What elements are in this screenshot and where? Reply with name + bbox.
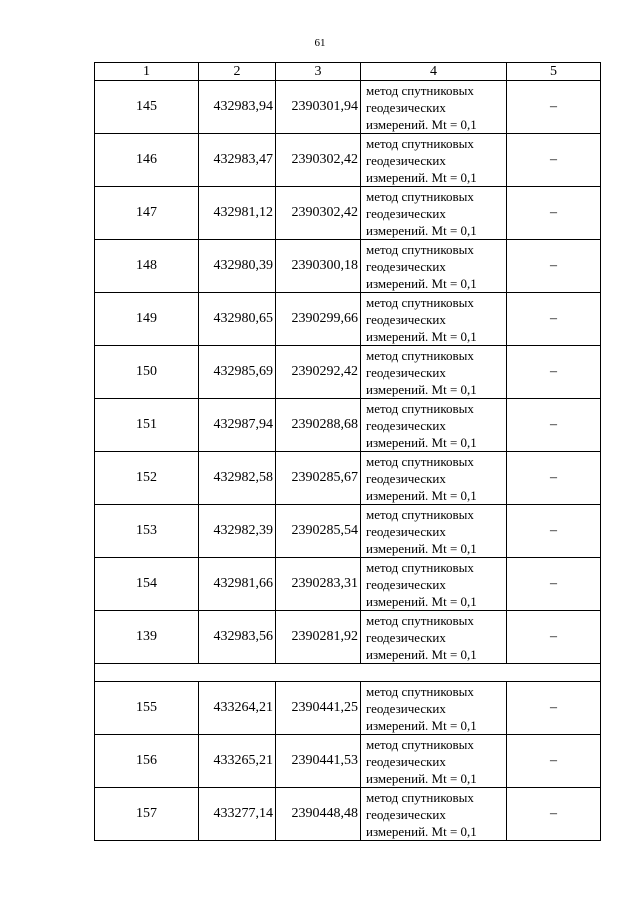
- method-line: геодезических: [366, 629, 446, 645]
- y-coordinate-cell: 2390288,68: [276, 399, 361, 452]
- method-cell: [361, 346, 507, 399]
- method-cell: [361, 682, 507, 735]
- method-line: метод спутниковых: [366, 453, 474, 469]
- table-row: [95, 735, 601, 788]
- method-cell: [361, 735, 507, 788]
- method-line: геодезических: [366, 258, 446, 274]
- method-line: метод спутниковых: [366, 241, 474, 257]
- separator-row: [95, 664, 601, 682]
- method-line: геодезических: [366, 205, 446, 221]
- x-coordinate-cell: 432983,56: [199, 611, 276, 664]
- method-line: измерений. Mt = 0,1: [366, 593, 477, 609]
- table-row: [95, 788, 601, 841]
- x-coordinate-cell: 433264,21: [199, 682, 276, 735]
- y-coordinate-cell: 2390285,67: [276, 452, 361, 505]
- method-line: метод спутниковых: [366, 506, 474, 522]
- column-header-5: 5: [507, 63, 601, 81]
- method-line: геодезических: [366, 700, 446, 716]
- x-coordinate-cell: 432982,58: [199, 452, 276, 505]
- method-line: метод спутниковых: [366, 188, 474, 204]
- col5-cell: –: [507, 735, 601, 788]
- method-line: метод спутниковых: [366, 294, 474, 310]
- column-header-3: 3: [276, 63, 361, 81]
- col5-cell: –: [507, 682, 601, 735]
- method-line: измерений. Mt = 0,1: [366, 434, 477, 450]
- point-number-cell: 157: [95, 788, 199, 841]
- column-header-2: 2: [199, 63, 276, 81]
- y-coordinate-cell: 2390302,42: [276, 187, 361, 240]
- y-coordinate-cell: 2390292,42: [276, 346, 361, 399]
- method-line: геодезических: [366, 753, 446, 769]
- x-coordinate-cell: 433277,14: [199, 788, 276, 841]
- col5-cell: –: [507, 134, 601, 187]
- table-row: [95, 240, 601, 293]
- point-number-cell: 151: [95, 399, 199, 452]
- method-cell: [361, 134, 507, 187]
- col5-cell: –: [507, 399, 601, 452]
- method-line: геодезических: [366, 364, 446, 380]
- method-cell: [361, 788, 507, 841]
- table-row: [95, 293, 601, 346]
- col5-cell: –: [507, 558, 601, 611]
- method-line: измерений. Mt = 0,1: [366, 770, 477, 786]
- method-line: геодезических: [366, 576, 446, 592]
- method-cell: [361, 558, 507, 611]
- table-row: [95, 682, 601, 735]
- point-number-cell: 139: [95, 611, 199, 664]
- method-cell: [361, 452, 507, 505]
- table-row: [95, 346, 601, 399]
- y-coordinate-cell: 2390441,25: [276, 682, 361, 735]
- x-coordinate-cell: 432985,69: [199, 346, 276, 399]
- method-cell: [361, 611, 507, 664]
- method-line: геодезических: [366, 417, 446, 433]
- method-cell: [361, 399, 507, 452]
- col5-cell: –: [507, 240, 601, 293]
- y-coordinate-cell: 2390302,42: [276, 134, 361, 187]
- method-line: геодезических: [366, 99, 446, 115]
- method-line: измерений. Mt = 0,1: [366, 328, 477, 344]
- x-coordinate-cell: 432983,94: [199, 81, 276, 134]
- page-number: 61: [314, 37, 326, 49]
- method-line: измерений. Mt = 0,1: [366, 275, 477, 291]
- point-number-cell: 145: [95, 81, 199, 134]
- coordinates-table: [94, 62, 601, 841]
- col5-cell: –: [507, 505, 601, 558]
- method-line: метод спутниковых: [366, 135, 474, 151]
- col5-cell: –: [507, 187, 601, 240]
- y-coordinate-cell: 2390281,92: [276, 611, 361, 664]
- col5-cell: –: [507, 81, 601, 134]
- method-line: метод спутниковых: [366, 736, 474, 752]
- y-coordinate-cell: 2390299,66: [276, 293, 361, 346]
- method-line: измерений. Mt = 0,1: [366, 116, 477, 132]
- method-line: измерений. Mt = 0,1: [366, 169, 477, 185]
- method-line: измерений. Mt = 0,1: [366, 540, 477, 556]
- col5-cell: –: [507, 788, 601, 841]
- method-line: измерений. Mt = 0,1: [366, 717, 477, 733]
- point-number-cell: 155: [95, 682, 199, 735]
- x-coordinate-cell: 432980,39: [199, 240, 276, 293]
- point-number-cell: 152: [95, 452, 199, 505]
- table-row: [95, 611, 601, 664]
- point-number-cell: 147: [95, 187, 199, 240]
- column-header-1: 1: [95, 63, 199, 81]
- method-line: геодезических: [366, 152, 446, 168]
- method-line: метод спутниковых: [366, 612, 474, 628]
- method-cell: [361, 240, 507, 293]
- method-line: метод спутниковых: [366, 789, 474, 805]
- x-coordinate-cell: 432981,12: [199, 187, 276, 240]
- x-coordinate-cell: 432982,39: [199, 505, 276, 558]
- method-line: измерений. Mt = 0,1: [366, 823, 477, 839]
- point-number-cell: 150: [95, 346, 199, 399]
- method-line: геодезических: [366, 470, 446, 486]
- y-coordinate-cell: 2390300,18: [276, 240, 361, 293]
- table-row: [95, 81, 601, 134]
- col5-cell: –: [507, 452, 601, 505]
- point-number-cell: 153: [95, 505, 199, 558]
- col5-cell: –: [507, 346, 601, 399]
- y-coordinate-cell: 2390448,48: [276, 788, 361, 841]
- method-cell: [361, 293, 507, 346]
- y-coordinate-cell: 2390441,53: [276, 735, 361, 788]
- method-line: метод спутниковых: [366, 400, 474, 416]
- table-row: [95, 134, 601, 187]
- point-number-cell: 148: [95, 240, 199, 293]
- y-coordinate-cell: 2390301,94: [276, 81, 361, 134]
- method-line: измерений. Mt = 0,1: [366, 646, 477, 662]
- table-row: [95, 558, 601, 611]
- point-number-cell: 154: [95, 558, 199, 611]
- point-number-cell: 149: [95, 293, 199, 346]
- method-cell: [361, 505, 507, 558]
- point-number-cell: 146: [95, 134, 199, 187]
- x-coordinate-cell: 432983,47: [199, 134, 276, 187]
- column-header-4: 4: [361, 63, 507, 81]
- method-line: геодезических: [366, 806, 446, 822]
- method-line: метод спутниковых: [366, 559, 474, 575]
- col5-cell: –: [507, 293, 601, 346]
- method-line: метод спутниковых: [366, 347, 474, 363]
- method-line: геодезических: [366, 523, 446, 539]
- separator-cell: [95, 664, 601, 682]
- method-cell: [361, 81, 507, 134]
- method-line: измерений. Mt = 0,1: [366, 487, 477, 503]
- method-line: измерений. Mt = 0,1: [366, 222, 477, 238]
- table-row: [95, 399, 601, 452]
- y-coordinate-cell: 2390285,54: [276, 505, 361, 558]
- point-number-cell: 156: [95, 735, 199, 788]
- x-coordinate-cell: 432980,65: [199, 293, 276, 346]
- y-coordinate-cell: 2390283,31: [276, 558, 361, 611]
- table-row: [95, 187, 601, 240]
- method-line: геодезических: [366, 311, 446, 327]
- method-line: метод спутниковых: [366, 683, 474, 699]
- method-line: измерений. Mt = 0,1: [366, 381, 477, 397]
- method-cell: [361, 187, 507, 240]
- x-coordinate-cell: 432981,66: [199, 558, 276, 611]
- table-row: [95, 505, 601, 558]
- table-row: [95, 452, 601, 505]
- method-line: метод спутниковых: [366, 82, 474, 98]
- col5-cell: –: [507, 611, 601, 664]
- x-coordinate-cell: 432987,94: [199, 399, 276, 452]
- x-coordinate-cell: 433265,21: [199, 735, 276, 788]
- table-header-row: [95, 63, 601, 81]
